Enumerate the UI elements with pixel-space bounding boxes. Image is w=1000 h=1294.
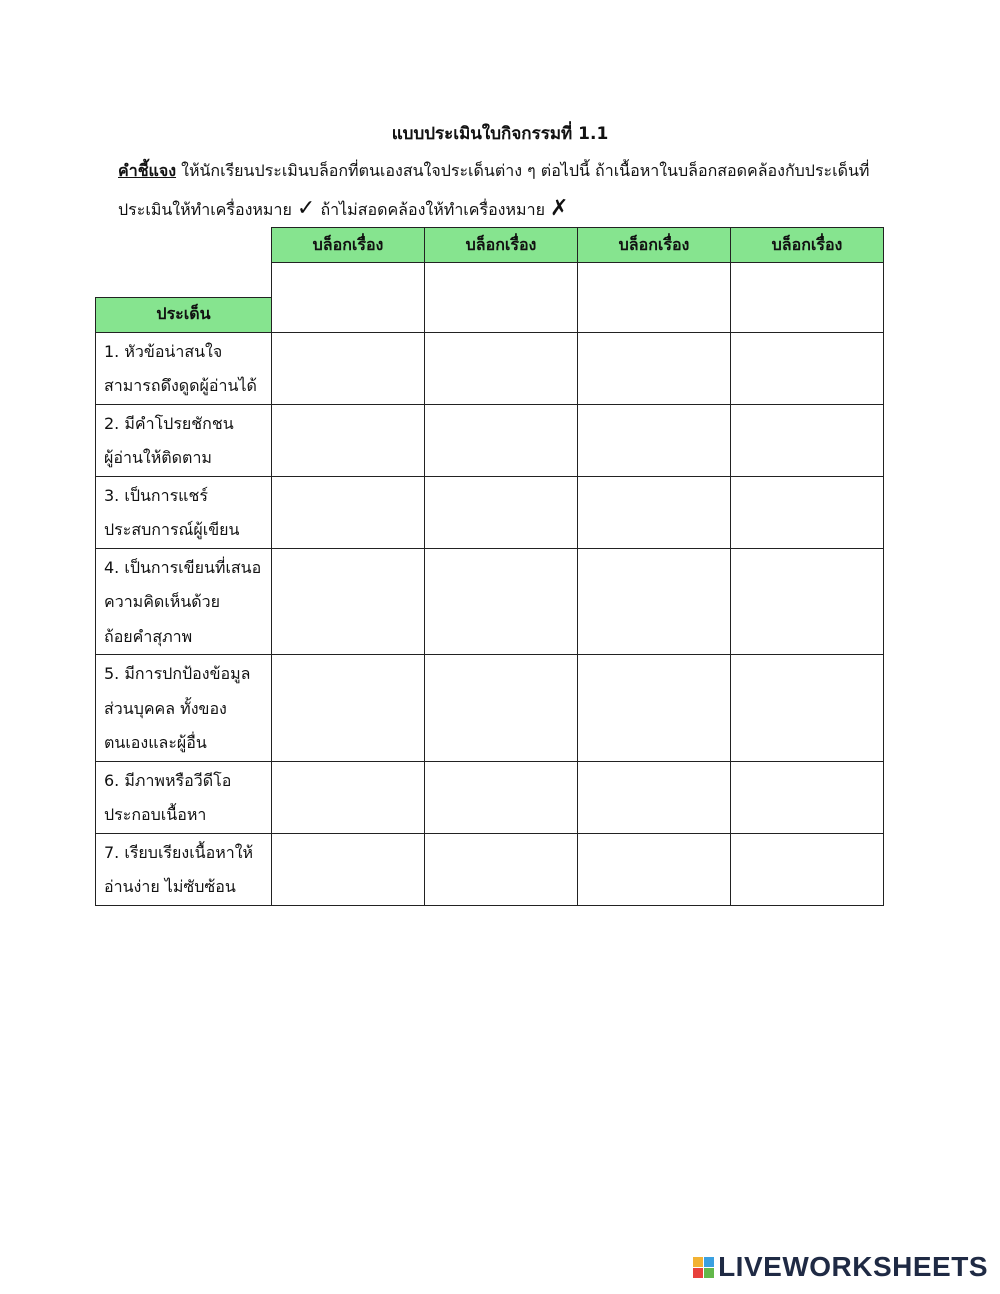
logo-mark-icon [693, 1257, 714, 1278]
logo-square [704, 1268, 714, 1278]
criterion-line: ตนเองและผู้อื่น [104, 733, 207, 752]
column-header-1: บล็อกเรื่อง [272, 228, 425, 263]
criterion-line: 6. มีภาพหรือวีดีโอ [104, 770, 232, 790]
criterion-line: 4. เป็นการเขียนที่เสนอ [104, 557, 262, 577]
answer-cell-3-4[interactable] [731, 476, 884, 548]
issue-header: ประเด็น [96, 297, 272, 332]
answer-cell-4-3[interactable] [578, 548, 731, 655]
answer-cell-4-2[interactable] [425, 548, 578, 655]
column-header-2: บล็อกเรื่อง [425, 228, 578, 263]
instructions-text: ให้นักเรียนประเมินบล็อกที่ตนเองสนใจประเด็นต่าง ๆ ต่อไปนี้ ถ้าเนื้อหาในบล็อกสอดคล้องกับประเด็นที่ประเมินให้ทำเครื่องหมาย [118, 161, 870, 219]
answer-cell-2-4[interactable] [731, 404, 884, 476]
check-mark-icon: ✓ [296, 196, 316, 221]
logo-square [693, 1257, 703, 1267]
table-row [96, 655, 884, 762]
criterion-line: ส่วนบุคคล ทั้งของ [104, 698, 227, 718]
criterion-line: 5. มีการปกป้องข้อมูล [104, 664, 251, 683]
answer-cell-4-4[interactable] [731, 548, 884, 655]
criterion-line: 2. มีคำโปรยชักชน [104, 413, 234, 433]
answer-cell-7-1[interactable] [272, 833, 425, 905]
table-row [96, 404, 884, 476]
answer-cell-1-4[interactable] [731, 332, 884, 404]
blog-name-cell-4[interactable] [731, 263, 884, 333]
answer-cell-3-3[interactable] [578, 476, 731, 548]
answer-cell-3-2[interactable] [425, 476, 578, 548]
answer-cell-6-2[interactable] [425, 761, 578, 833]
criterion-line: ถ้อยคำสุภาพ [104, 626, 193, 646]
table-row [96, 761, 884, 833]
criterion-4 [96, 548, 272, 655]
logo-text: LIVEWORKSHEETS [718, 1251, 988, 1282]
answer-cell-2-2[interactable] [425, 404, 578, 476]
liveworksheets-logo [693, 1251, 988, 1283]
column-header-3: บล็อกเรื่อง [578, 228, 731, 263]
criterion-line: อ่านง่าย ไม่ซับซ้อน [104, 877, 236, 896]
criterion-2 [96, 404, 272, 476]
table-row [96, 476, 884, 548]
criterion-5 [96, 655, 272, 762]
worksheet-title: แบบประเมินใบกิจกรรมที่ 1.1 [391, 124, 609, 144]
criterion-line: ประสบการณ์ผู้เขียน [104, 520, 240, 539]
criterion-line: สามารถดึงดูดผู้อ่านได้ [104, 376, 257, 395]
answer-cell-1-3[interactable] [578, 332, 731, 404]
answer-cell-5-2[interactable] [425, 655, 578, 762]
column-header-4: บล็อกเรื่อง [731, 228, 884, 263]
criterion-line: ประกอบเนื้อหา [104, 805, 207, 824]
answer-cell-5-1[interactable] [272, 655, 425, 762]
answer-cell-3-1[interactable] [272, 476, 425, 548]
table-corner [96, 228, 272, 263]
criterion-3 [96, 476, 272, 548]
evaluation-table [95, 227, 884, 906]
table-row [96, 332, 884, 404]
criterion-line: ผู้อ่านให้ติดตาม [104, 448, 212, 467]
answer-cell-7-3[interactable] [578, 833, 731, 905]
answer-cell-5-3[interactable] [578, 655, 731, 762]
answer-cell-7-4[interactable] [731, 833, 884, 905]
blog-name-cell-1[interactable] [272, 263, 425, 333]
criterion-line: 1. หัวข้อน่าสนใจ [104, 341, 223, 361]
logo-square [693, 1268, 703, 1278]
answer-cell-2-1[interactable] [272, 404, 425, 476]
answer-cell-5-4[interactable] [731, 655, 884, 762]
logo-square [704, 1257, 714, 1267]
answer-cell-1-1[interactable] [272, 332, 425, 404]
criterion-6 [96, 761, 272, 833]
table-corner-lower [96, 263, 272, 298]
instructions-middle-text: ถ้าไม่สอดคล้องให้ทำเครื่องหมาย [315, 200, 551, 219]
instructions-label: คำชี้แจง [118, 161, 177, 180]
answer-cell-2-3[interactable] [578, 404, 731, 476]
criterion-7 [96, 833, 272, 905]
answer-cell-4-1[interactable] [272, 548, 425, 655]
answer-cell-1-2[interactable] [425, 332, 578, 404]
blog-name-cell-2[interactable] [425, 263, 578, 333]
answer-cell-6-3[interactable] [578, 761, 731, 833]
criterion-line: 7. เรียบเรียงเนื้อหาให้ [104, 842, 254, 862]
cross-mark-icon: ✗ [550, 196, 569, 221]
blog-name-cell-3[interactable] [578, 263, 731, 333]
criterion-1 [96, 332, 272, 404]
table-row [96, 548, 884, 655]
answer-cell-7-2[interactable] [425, 833, 578, 905]
instructions [118, 152, 898, 229]
table-row [96, 833, 884, 905]
criterion-line: 3. เป็นการแชร์ [104, 485, 208, 505]
criterion-line: ความคิดเห็นด้วย [104, 592, 221, 611]
answer-cell-6-4[interactable] [731, 761, 884, 833]
answer-cell-6-1[interactable] [272, 761, 425, 833]
